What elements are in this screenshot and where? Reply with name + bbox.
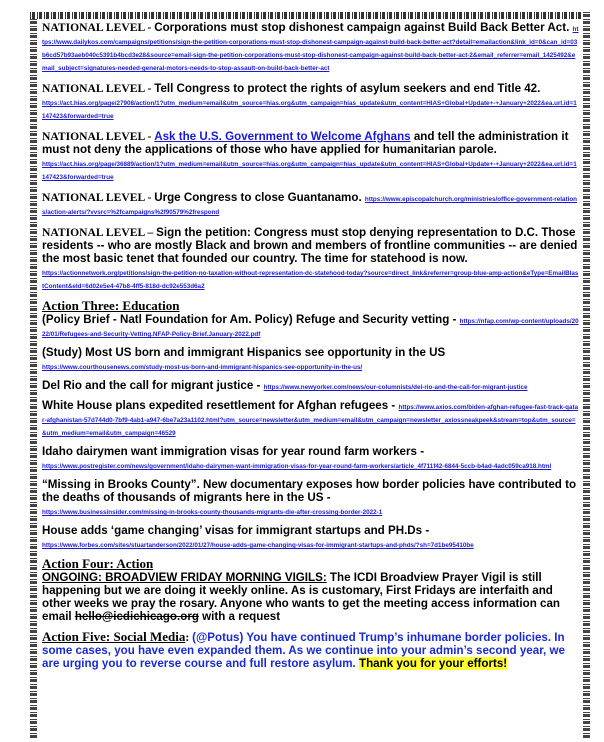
- social-media-paragraph: [42, 630, 579, 670]
- education-item-2: [42, 346, 579, 372]
- decorative-border: [30, 12, 590, 19]
- thanks-highlight: Thank you for your efforts!: [359, 657, 508, 670]
- action-level-label: NATIONAL LEVEL -: [42, 21, 155, 34]
- education-link[interactable]: https://www.courthousenews.com/study-most-us-born-and-immigrant-hispanics-see-opportunity-in-the-us/: [42, 364, 363, 371]
- national-action-2: [42, 82, 579, 121]
- education-item-3: [42, 379, 579, 392]
- education-text: “Missing in Brooks County”. New documentary exposes how border policies have contributed to the deaths of thousands of migrants here in the US -: [42, 478, 577, 504]
- section-heading-action: Action Four: Action: [42, 556, 154, 571]
- action-level-label: NATIONAL LEVEL -: [42, 130, 155, 143]
- section-heading-education: Action Three: Education: [42, 298, 180, 313]
- vigil-text: The ICDI Broadview Prayer Vigil is still happening but we are doing it weekly online. As is customary, First Fridays are interfaith and other weeks we pray the rosary. Anyone who wants to get the meeting access information can email: [42, 571, 560, 623]
- education-text: House adds ‘game changing’ visas for immigrant startups and PH.Ds -: [42, 524, 430, 537]
- education-text: Idaho dairymen want immigration visas for year round farm workers -: [42, 445, 425, 458]
- education-item-7: [42, 524, 579, 550]
- afghans-link[interactable]: Ask the U.S. Government to Welcome Afghans: [154, 130, 411, 143]
- action-text: and tell the administration it must not deny the applications of those who have applied for humanitarian parole.: [42, 130, 569, 156]
- education-text: (Study) Most US born and immigrant Hispanics see opportunity in the US: [42, 346, 446, 359]
- national-action-5: [42, 226, 579, 291]
- education-link[interactable]: https://www.newyorker.com/news/our-columnists/del-rio-and-the-call-for-migrant-justice: [263, 384, 528, 391]
- action-text: Corporations must stop dishonest campaign against Build Back Better Act.: [154, 21, 570, 34]
- education-text: (Policy Brief - Natl Foundation for Am. Policy) Refuge and Security vetting -: [42, 313, 460, 326]
- national-action-4: [42, 191, 579, 217]
- education-text: White House plans expedited resettlement for Afghan refugees -: [42, 399, 399, 412]
- document-content: [42, 21, 579, 670]
- education-link[interactable]: https://www.businessinsider.com/missing-in-brooks-county-thousands-migrants-die-after-crossing-border-2022-1: [42, 509, 383, 516]
- action-link[interactable]: https://act.hias.org/page/36889/action/1?utm_medium=email&utm_source=hias.org&utm_campaign=hias_update&utm_content=HIAS+Global+Update+-+January+2022&ea.url.id=1147423&forwarded=true: [42, 161, 577, 181]
- action-link[interactable]: https://act.hias.org/page/27908/action/1?utm_medium=email&utm_source=hias.org&utm_campaign=hias_update&utm_content=HIAS+Global+Update+-+January+2022&ea.url.id=1147423&forwarded=true: [42, 100, 577, 120]
- education-item-5: [42, 445, 579, 471]
- action-text: Tell Congress to protect the rights of asylum seekers and end Title 42.: [154, 82, 541, 95]
- action-level-label: NATIONAL LEVEL –: [42, 226, 157, 239]
- action-link[interactable]: https://actionnetwork.org/petitions/sign-the-petition-no-taxation-without-representation-dc-statehood-today?source=direct_link&referrer=group-blue-amp-action&eType=EmailBlastContent&eId=6d02e5e4-47b8-4ff5-818d-dc92e553d6a2: [42, 270, 579, 290]
- document-page: [30, 12, 590, 740]
- education-item-6: [42, 478, 579, 517]
- social-message: You have continued Trump’s inhumane border policies. In some cases, you have even expanded them. As we continue into your admin’s second year, we are urging you to reverse course and full restore asylum.: [42, 631, 565, 670]
- section-heading-social: Action Five: Social Media: [42, 629, 186, 644]
- contact-email[interactable]: hello@icdichicago.org: [74, 610, 199, 623]
- education-item-4: [42, 399, 579, 438]
- national-action-1: [42, 21, 579, 73]
- education-link[interactable]: https://www.forbes.com/sites/stuartanderson/2022/01/27/house-adds-game-changing-visas-for-immigrant-startups-and-phds/?sh=7d1be95410be: [42, 542, 474, 549]
- action-link[interactable]: https://www.dailykos.com/campaigns/petitions/sign-the-petition-corporations-must-stop-dishonest-campaign-against-build-back-better-act?detail=emailaction&link_id=0&can_id=03b6cd57b93aeb040c5391b4bcd3e28&source=email-sign-the-petition-corporations-must-stop-dishonest-campaign-against-build-back-better-act-2&email_referrer=email_1425492&email_subject=signatures-needed-general-motors-needs-to-stop-assault-on-build-back-better-act: [42, 26, 579, 72]
- action-level-label: NATIONAL LEVEL -: [42, 191, 155, 204]
- action-level-label: NATIONAL LEVEL -: [42, 82, 155, 95]
- education-link[interactable]: https://www.postregister.com/news/government/idaho-dairymen-want-immigration-visas-for-year-round-farm-workers/article_4f711f42-6844-5ccb-b4ad-4adc059ca918.html: [42, 463, 552, 470]
- colon: :: [185, 631, 193, 644]
- education-link[interactable]: https://nfap.com/wp-content/uploads/2022/01/Refugees-and-Security-Vetting.NFAP-Policy-Brief.January-2022.pdf: [42, 318, 579, 338]
- education-text: Del Rio and the call for migrant justice -: [42, 379, 264, 392]
- action-text: Sign the petition: Congress must stop denying representation to D.C. Those residents -- who are mostly Black and brown and members of frontline communities -- are denied the most basic tenet that founded our country. The time for statehood is now.: [42, 226, 578, 265]
- action-text: Urge Congress to close Guantanamo.: [154, 191, 365, 204]
- education-link[interactable]: https://www.axios.com/biden-afghan-refugee-fast-track-qatar-afghanistan-57d744d0-7bf9-4ab1-a947-6be7a23a1102.html?utm_source=newsletter&utm_medium=email&utm_campaign=newsletter_axiossneakpeek&stream=top&utm_source=&utm_medium=email&utm_campaign=46529: [42, 404, 579, 437]
- vigil-label: ONGOING: BROADVIEW FRIDAY MORNING VIGILS:: [42, 571, 327, 584]
- potus-handle: (@Potus): [192, 631, 244, 644]
- national-action-3: [42, 130, 579, 182]
- vigil-tail: with a request: [198, 610, 281, 623]
- education-item-1: [42, 313, 579, 339]
- vigil-paragraph: [42, 571, 579, 623]
- action-link[interactable]: https://www.episcopalchurch.org/ministries/office-government-relations/action-alerts/?vvsrc=%2fcampaigns%2f90579%2frespond: [42, 196, 578, 216]
